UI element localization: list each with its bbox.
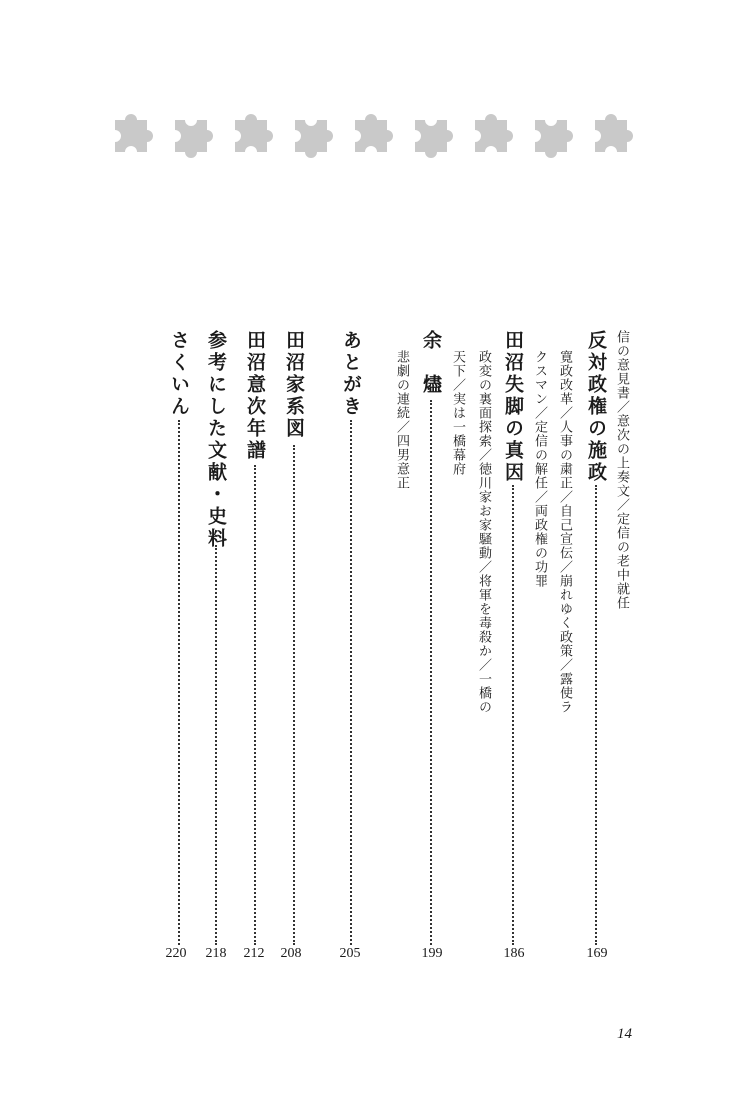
page-number: 14: [617, 1026, 632, 1042]
toc-subtopics-186a: 政変の裏面探索／徳川家お家騒動／将軍を毒殺か／一橋の: [476, 350, 491, 714]
leader-dots: [595, 485, 599, 945]
toc-title-212: 田沼意次年譜: [244, 330, 266, 462]
jigsaw-piece-icon: [225, 104, 281, 164]
toc-title-205: あとがき: [340, 330, 362, 418]
jigsaw-piece-icon: [285, 104, 341, 164]
toc-page-186: 186: [503, 946, 525, 961]
leader-dots: [178, 420, 182, 945]
leader-dots: [430, 400, 434, 945]
jigsaw-piece-icon: [345, 104, 401, 164]
toc-title-169: 反対政権の施政: [585, 330, 607, 484]
toc-title-208: 田沼家系図: [283, 330, 305, 440]
jigsaw-piece-icon: [525, 104, 581, 164]
jigsaw-piece-icon: [585, 104, 641, 164]
toc-subtopics-169b: クスマン／定信の解任／両政権の功罪: [532, 350, 547, 588]
leader-dots: [512, 485, 516, 945]
jigsaw-piece-icon: [405, 104, 461, 164]
toc-title-199: 余 燼: [420, 330, 442, 396]
toc-subtopics-186b: 天下／実は一橋幕府: [450, 350, 465, 476]
toc-subtopics-prev: 信の意見書／意次の上奏文／定信の老中就任: [614, 330, 629, 610]
leader-dots: [350, 420, 354, 945]
leader-dots: [293, 445, 297, 945]
toc-page-199: 199: [421, 946, 443, 961]
toc-title-220: さくいん: [168, 330, 190, 418]
toc-page-220: 220: [165, 946, 187, 961]
leader-dots: [215, 545, 219, 945]
jigsaw-decoration: [105, 104, 645, 168]
toc-page-205: 205: [339, 946, 361, 961]
toc-subtopics-169a: 寛政改革／人事の粛正／自己宣伝／崩れゆく政策／露使ラ: [557, 350, 572, 714]
toc-title-218: 参考にした文献・史料: [205, 330, 227, 550]
toc-page-208: 208: [280, 946, 302, 961]
jigsaw-piece-icon: [165, 104, 221, 164]
jigsaw-piece-icon: [105, 104, 161, 164]
leader-dots: [254, 465, 258, 945]
jigsaw-piece-icon: [465, 104, 521, 164]
toc-title-186: 田沼失脚の真因: [502, 330, 524, 484]
toc-page-218: 218: [205, 946, 227, 961]
toc-page-212: 212: [243, 946, 265, 961]
toc-subtopics-199a: 悲劇の連続／四男意正: [394, 350, 409, 490]
toc-page-169: 169: [586, 946, 608, 961]
